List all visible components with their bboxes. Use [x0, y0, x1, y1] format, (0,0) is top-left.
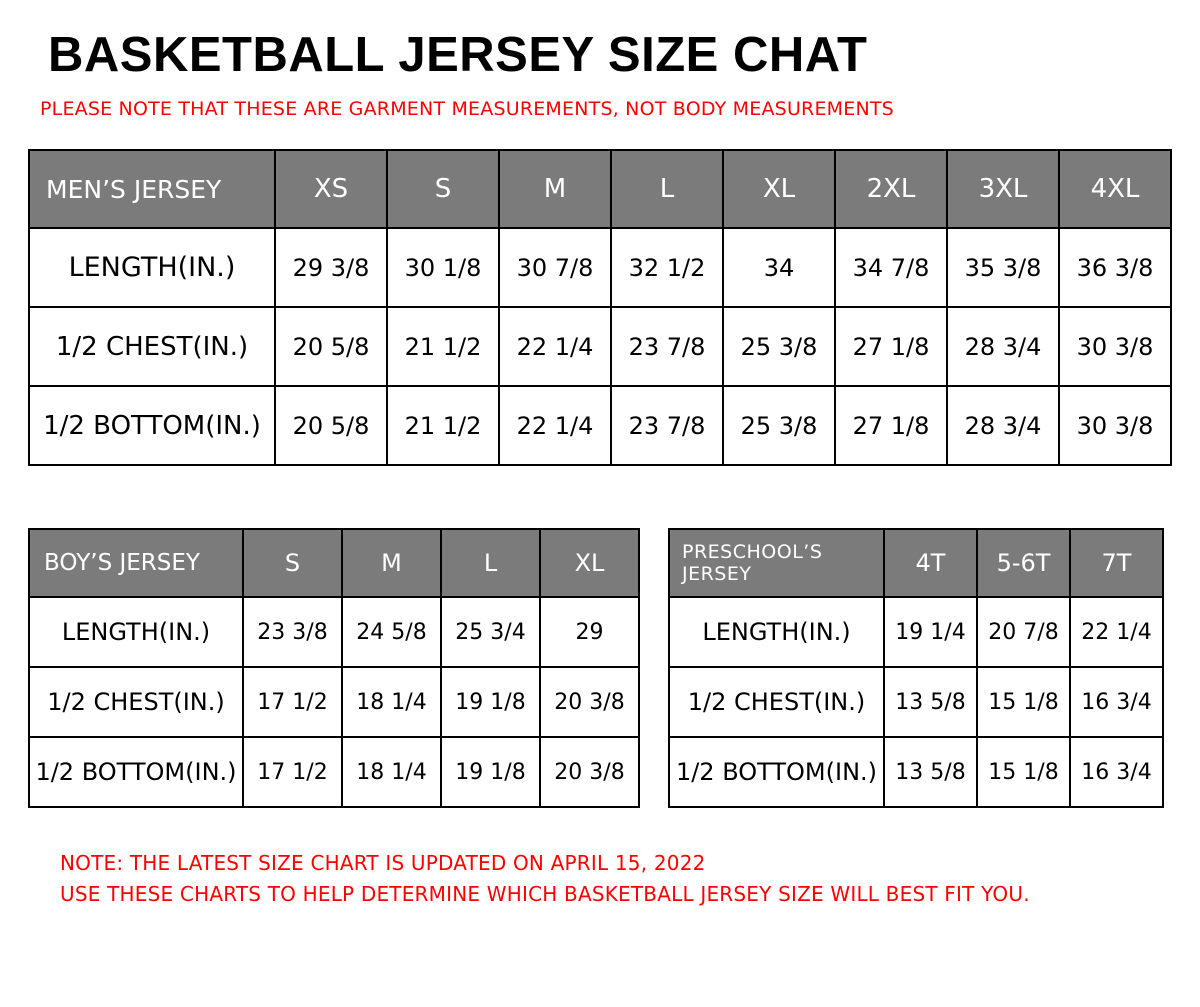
row-label: 1/2 BOTTOM(IN.) [29, 386, 275, 465]
measurement-cell: 16 3/4 [1070, 737, 1163, 807]
measurement-cell: 16 3/4 [1070, 667, 1163, 737]
mens-size-header: 2XL [835, 150, 947, 228]
measurement-cell: 27 1/8 [835, 307, 947, 386]
table-header-row [669, 529, 1163, 597]
measurement-cell: 23 7/8 [611, 307, 723, 386]
measurement-cell: 15 1/8 [977, 667, 1070, 737]
measurement-cell: 20 5/8 [275, 307, 387, 386]
page-title: BASKETBALL JERSEY SIZE CHAT [48, 28, 868, 82]
mens-size-header: L [611, 150, 723, 228]
measurement-cell: 32 1/2 [611, 228, 723, 307]
measurement-cell: 21 1/2 [387, 307, 499, 386]
row-label: 1/2 CHEST(IN.) [29, 307, 275, 386]
preschool-header-label: PRESCHOOL’S JERSEY [669, 529, 884, 597]
mens-size-header: 3XL [947, 150, 1059, 228]
measurement-cell: 20 3/8 [540, 667, 639, 737]
measurement-cell: 23 3/8 [243, 597, 342, 667]
measurement-cell: 18 1/4 [342, 737, 441, 807]
measurement-cell: 25 3/8 [723, 307, 835, 386]
boys-size-header: XL [540, 529, 639, 597]
measurement-cell: 34 7/8 [835, 228, 947, 307]
measurement-cell: 19 1/8 [441, 667, 540, 737]
note-update-date: NOTE: THE LATEST SIZE CHART IS UPDATED ON APRIL 15, 2022 [60, 851, 706, 876]
measurement-cell: 20 5/8 [275, 386, 387, 465]
mens-size-header: M [499, 150, 611, 228]
bottom-notes [60, 848, 1176, 910]
mens-size-header: 4XL [1059, 150, 1171, 228]
measurement-cell: 36 3/8 [1059, 228, 1171, 307]
row-label: 1/2 BOTTOM(IN.) [669, 737, 884, 807]
table-row [669, 597, 1163, 667]
mens-header-label: MEN’S JERSEY [29, 150, 275, 228]
table-row [29, 307, 1171, 386]
table-row [669, 737, 1163, 807]
preschool-size-header: 5-6T [977, 529, 1070, 597]
measurement-cell: 34 [723, 228, 835, 307]
measurement-cell: 18 1/4 [342, 667, 441, 737]
measurement-cell: 13 5/8 [884, 737, 977, 807]
boys-size-header: S [243, 529, 342, 597]
table-row [29, 228, 1171, 307]
measurement-cell: 20 3/8 [540, 737, 639, 807]
measurement-cell: 13 5/8 [884, 667, 977, 737]
measurement-cell: 28 3/4 [947, 307, 1059, 386]
boys-header-label: BOY’S JERSEY [29, 529, 243, 597]
table-header-row [29, 150, 1171, 228]
measurement-cell: 21 1/2 [387, 386, 499, 465]
table-row [29, 597, 639, 667]
mens-jersey-section [28, 149, 1176, 466]
measurement-cell: 17 1/2 [243, 737, 342, 807]
preschool-size-header: 7T [1070, 529, 1163, 597]
table-row [29, 386, 1171, 465]
measurement-cell: 22 1/4 [1070, 597, 1163, 667]
measurement-cell: 35 3/8 [947, 228, 1059, 307]
measurement-cell: 22 1/4 [499, 386, 611, 465]
measurement-cell: 19 1/4 [884, 597, 977, 667]
mens-jersey-table [28, 149, 1172, 466]
measurement-cell: 15 1/8 [977, 737, 1070, 807]
mens-size-header: S [387, 150, 499, 228]
measurement-cell: 19 1/8 [441, 737, 540, 807]
row-label: 1/2 BOTTOM(IN.) [29, 737, 243, 807]
boys-size-header: M [342, 529, 441, 597]
measurement-cell: 30 1/8 [387, 228, 499, 307]
top-note: PLEASE NOTE THAT THESE ARE GARMENT MEASUREMENTS, NOT BODY MEASUREMENTS [40, 98, 894, 121]
measurement-cell: 30 3/8 [1059, 307, 1171, 386]
table-row [29, 667, 639, 737]
measurement-cell: 20 7/8 [977, 597, 1070, 667]
measurement-cell: 25 3/8 [723, 386, 835, 465]
measurement-cell: 30 3/8 [1059, 386, 1171, 465]
row-label: LENGTH(IN.) [669, 597, 884, 667]
measurement-cell: 27 1/8 [835, 386, 947, 465]
boys-size-header: L [441, 529, 540, 597]
note-usage: USE THESE CHARTS TO HELP DETERMINE WHICH BASKETBALL JERSEY SIZE WILL BEST FIT YOU. [60, 882, 1030, 907]
row-label: LENGTH(IN.) [29, 597, 243, 667]
youth-tables-row [28, 528, 1176, 808]
measurement-cell: 28 3/4 [947, 386, 1059, 465]
measurement-cell: 30 7/8 [499, 228, 611, 307]
measurement-cell: 17 1/2 [243, 667, 342, 737]
row-label: LENGTH(IN.) [29, 228, 275, 307]
table-header-row [29, 529, 639, 597]
mens-size-header: XS [275, 150, 387, 228]
preschool-jersey-table [668, 528, 1164, 808]
measurement-cell: 22 1/4 [499, 307, 611, 386]
preschool-size-header: 4T [884, 529, 977, 597]
boys-jersey-table [28, 528, 640, 808]
row-label: 1/2 CHEST(IN.) [669, 667, 884, 737]
measurement-cell: 23 7/8 [611, 386, 723, 465]
table-row [29, 737, 639, 807]
mens-size-header: XL [723, 150, 835, 228]
table-row [669, 667, 1163, 737]
measurement-cell: 25 3/4 [441, 597, 540, 667]
row-label: 1/2 CHEST(IN.) [29, 667, 243, 737]
measurement-cell: 29 3/8 [275, 228, 387, 307]
measurement-cell: 29 [540, 597, 639, 667]
measurement-cell: 24 5/8 [342, 597, 441, 667]
